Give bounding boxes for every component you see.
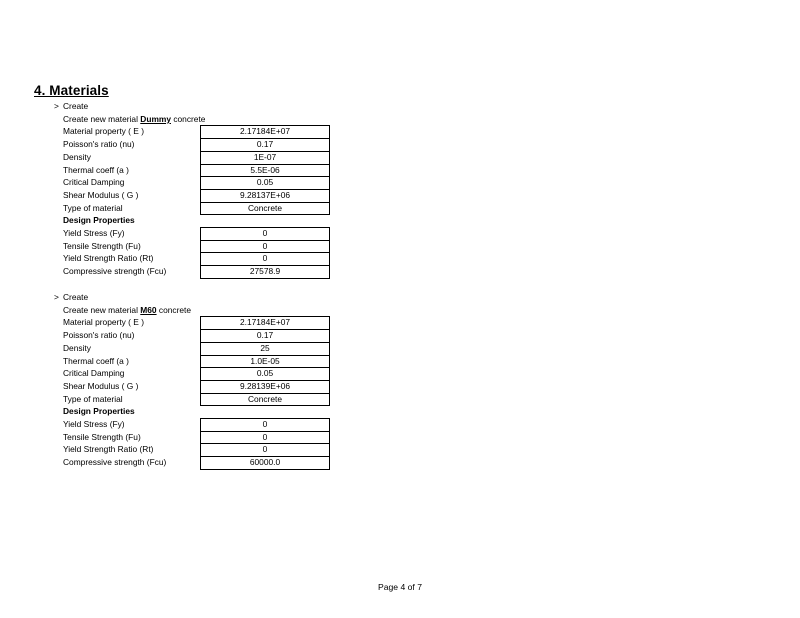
design-values-table <box>200 418 330 470</box>
property-value: 0.17 <box>201 139 330 152</box>
section-heading: 4. Materials <box>34 83 109 98</box>
design-value: 0 <box>201 253 330 266</box>
property-value: 2.17184E+07 <box>201 317 330 330</box>
property-values-table <box>200 316 330 406</box>
property-value: 2.17184E+07 <box>201 126 330 139</box>
property-value: Concrete <box>201 393 330 406</box>
create-label: Create <box>63 101 89 111</box>
property-value: 9.28137E+06 <box>201 189 330 202</box>
bullet-marker: > <box>54 101 59 111</box>
property-value: 5.5E-06 <box>201 164 330 177</box>
page-footer: Page 4 of 7 <box>378 582 422 592</box>
design-value: 0 <box>201 444 330 457</box>
design-value: 0 <box>201 419 330 432</box>
design-value: 27578.9 <box>201 266 330 279</box>
design-value: 0 <box>201 240 330 253</box>
property-value: 0.17 <box>201 330 330 343</box>
property-value: 9.28139E+06 <box>201 380 330 393</box>
create-material-text: Create new material M60 concrete <box>63 304 192 315</box>
property-value: 0.05 <box>201 368 330 381</box>
property-value: 0.05 <box>201 177 330 190</box>
design-value: 0 <box>201 431 330 444</box>
create-label: Create <box>63 292 89 302</box>
material-name: M60 <box>140 304 157 315</box>
property-value: 1E-07 <box>201 151 330 164</box>
create-material-text: Create new material Dummy concrete <box>63 113 206 124</box>
design-value: 60000.0 <box>201 457 330 470</box>
material-name: Dummy <box>140 113 171 124</box>
property-values-table <box>200 125 330 215</box>
property-value: Concrete <box>201 202 330 215</box>
bullet-marker: > <box>54 292 59 302</box>
property-value: 1.0E-05 <box>201 355 330 368</box>
property-value: 25 <box>201 342 330 355</box>
design-values-table <box>200 227 330 279</box>
design-value: 0 <box>201 228 330 241</box>
